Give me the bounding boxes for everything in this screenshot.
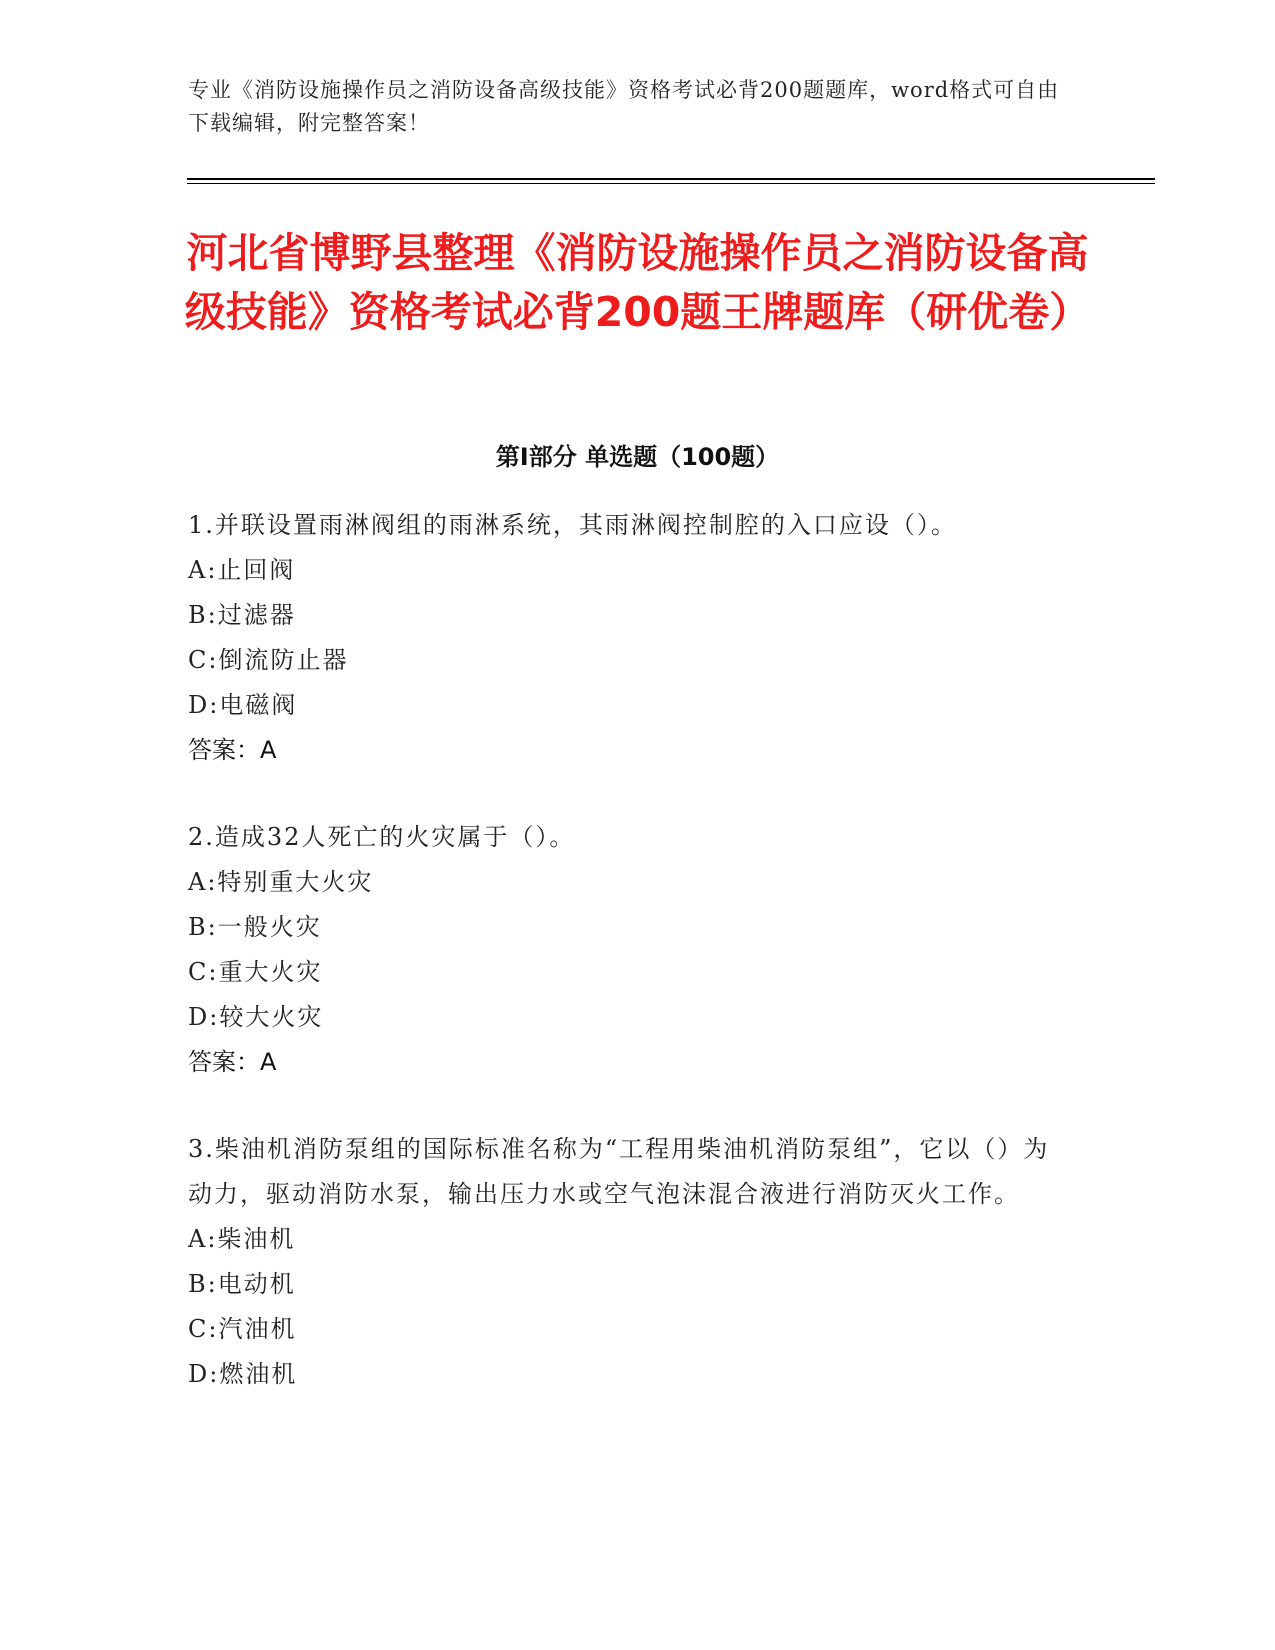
question-stem: 3.柴油机消防泵组的国际标准名称为“工程用柴油机消防泵组”，它以（）为动力，驱动消防水泵，输出压力水或空气泡沫混合液进行消防灭火工作。 (188, 1135, 1050, 1208)
option-c: C:倒流防止器 (188, 646, 349, 674)
answer: 答案：A (188, 1048, 277, 1076)
option-d: D:电磁阀 (188, 691, 298, 719)
option-d: D:燃油机 (188, 1360, 298, 1388)
question-3 (188, 1127, 1068, 1397)
option-c: C:重大火灾 (188, 958, 323, 986)
document-header-note: 专业《消防设施操作员之消防设备高级技能》资格考试必背200题题库，word格式可自由下载编辑，附完整答案！ (188, 78, 1060, 135)
header-divider-thin (187, 183, 1155, 184)
section-title: 第Ⅰ部分 单选题（100题） (495, 443, 780, 471)
option-b: B:一般火灾 (188, 913, 322, 941)
question-stem: 1.并联设置雨淋阀组的雨淋系统，其雨淋阀控制腔的入口应设（）。 (188, 511, 957, 539)
option-d: D:较大火灾 (188, 1003, 324, 1031)
question-2 (188, 815, 1068, 1085)
option-b: B:电动机 (188, 1270, 296, 1298)
option-a: A:止回阀 (188, 556, 296, 584)
document-title: 河北省博野县整理《消防设施操作员之消防设备高级技能》资格考试必背200题王牌题库（研优卷） (184, 229, 1091, 336)
question-1 (188, 503, 1068, 773)
option-c: C:汽油机 (188, 1315, 297, 1343)
header-divider-thick (187, 178, 1155, 180)
option-a: A:特别重大火灾 (188, 868, 374, 896)
option-a: A:柴油机 (188, 1225, 296, 1253)
option-b: B:过滤器 (188, 601, 296, 629)
question-stem: 2.造成32人死亡的火灾属于（）。 (188, 823, 576, 851)
answer: 答案：A (188, 736, 277, 764)
